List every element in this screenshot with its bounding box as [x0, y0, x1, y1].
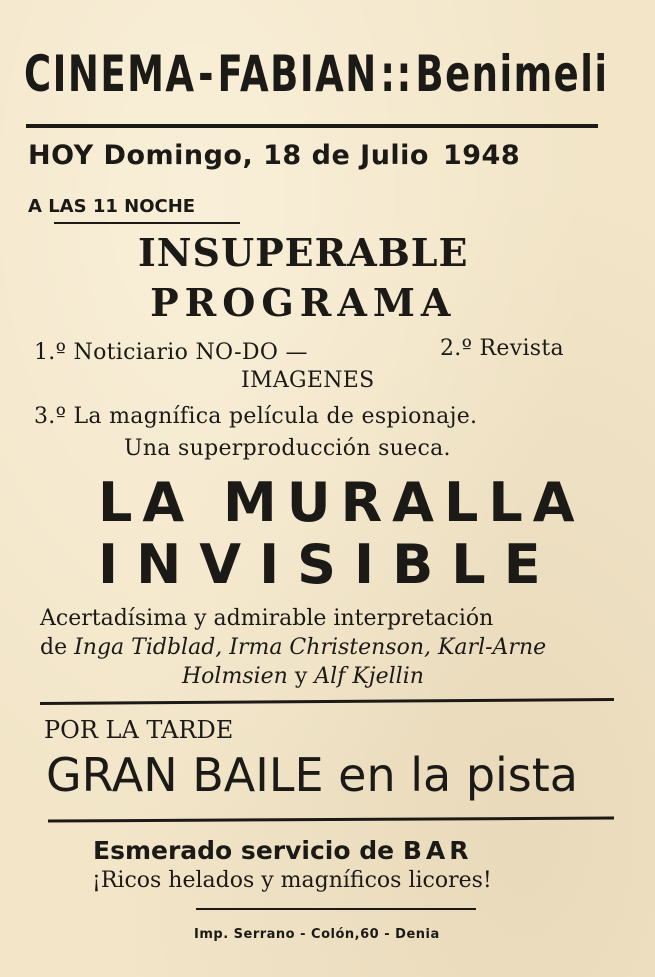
cast-actors: Inga Tidblad, Irma Christenson, Karl-Arne [74, 635, 547, 660]
footer-rule [196, 908, 476, 910]
cast-actor-kjellin: Alf Kjellin [314, 664, 424, 689]
dance-announcement: GRAN BAILE en la pista [46, 748, 578, 802]
header-separator: :: [380, 45, 413, 103]
film-title-line2: INVISIBLE [98, 533, 559, 596]
program-item-3-cont: Una superproducción sueca. [124, 436, 451, 461]
time-underline [54, 222, 240, 224]
header-dash: - [198, 45, 215, 103]
cinema-word: CINEMA [24, 45, 196, 103]
film-title-line1: LA MURALLA [98, 471, 585, 534]
section-rule-1 [40, 698, 614, 705]
program-item-2: 2.º Revista [440, 336, 564, 361]
show-time: A LAS 11 NOCHE [28, 196, 196, 217]
cast-credits [40, 604, 546, 691]
bar-service [93, 836, 472, 865]
show-year: 1948 [442, 140, 521, 171]
cast-conjunction: y [294, 664, 308, 689]
show-date [28, 140, 520, 171]
cinema-name: FABIAN [217, 45, 378, 103]
program-title-line1: INSUPERABLE [138, 230, 469, 275]
cast-line-2 [40, 662, 546, 691]
town-name: Benimeli [415, 45, 609, 103]
program-title [138, 228, 469, 328]
program-item-3: 3.º La magnífica película de espionaje. [34, 404, 478, 429]
cast-intro: Acertadísima y admirable interpretación [40, 606, 494, 631]
cast-actor-holmsien: Holmsien [182, 664, 288, 689]
refreshments-line: ¡Ricos helados y magníficos licores! [92, 868, 492, 893]
bar-word: BAR [402, 836, 473, 865]
cast-prefix: de [40, 635, 68, 660]
bar-service-text: Esmerado servicio de [93, 836, 395, 865]
header-rule [26, 124, 598, 128]
printer-imprint: Imp. Serrano - Colón,60 - Denia [194, 927, 440, 942]
cast-line-1 [40, 633, 546, 662]
program-item-1: 1.º Noticiario NO-DO — [34, 340, 308, 365]
cinema-header [24, 44, 609, 104]
film-title [98, 472, 585, 596]
program-title-line2: PROGRAMA [150, 280, 457, 325]
afternoon-heading: POR LA TARDE [44, 716, 234, 744]
show-date-text: HOY Domingo, 18 de Julio [28, 140, 429, 171]
section-rule-2 [48, 817, 614, 823]
program-item-2-cont: IMAGENES [241, 368, 375, 393]
